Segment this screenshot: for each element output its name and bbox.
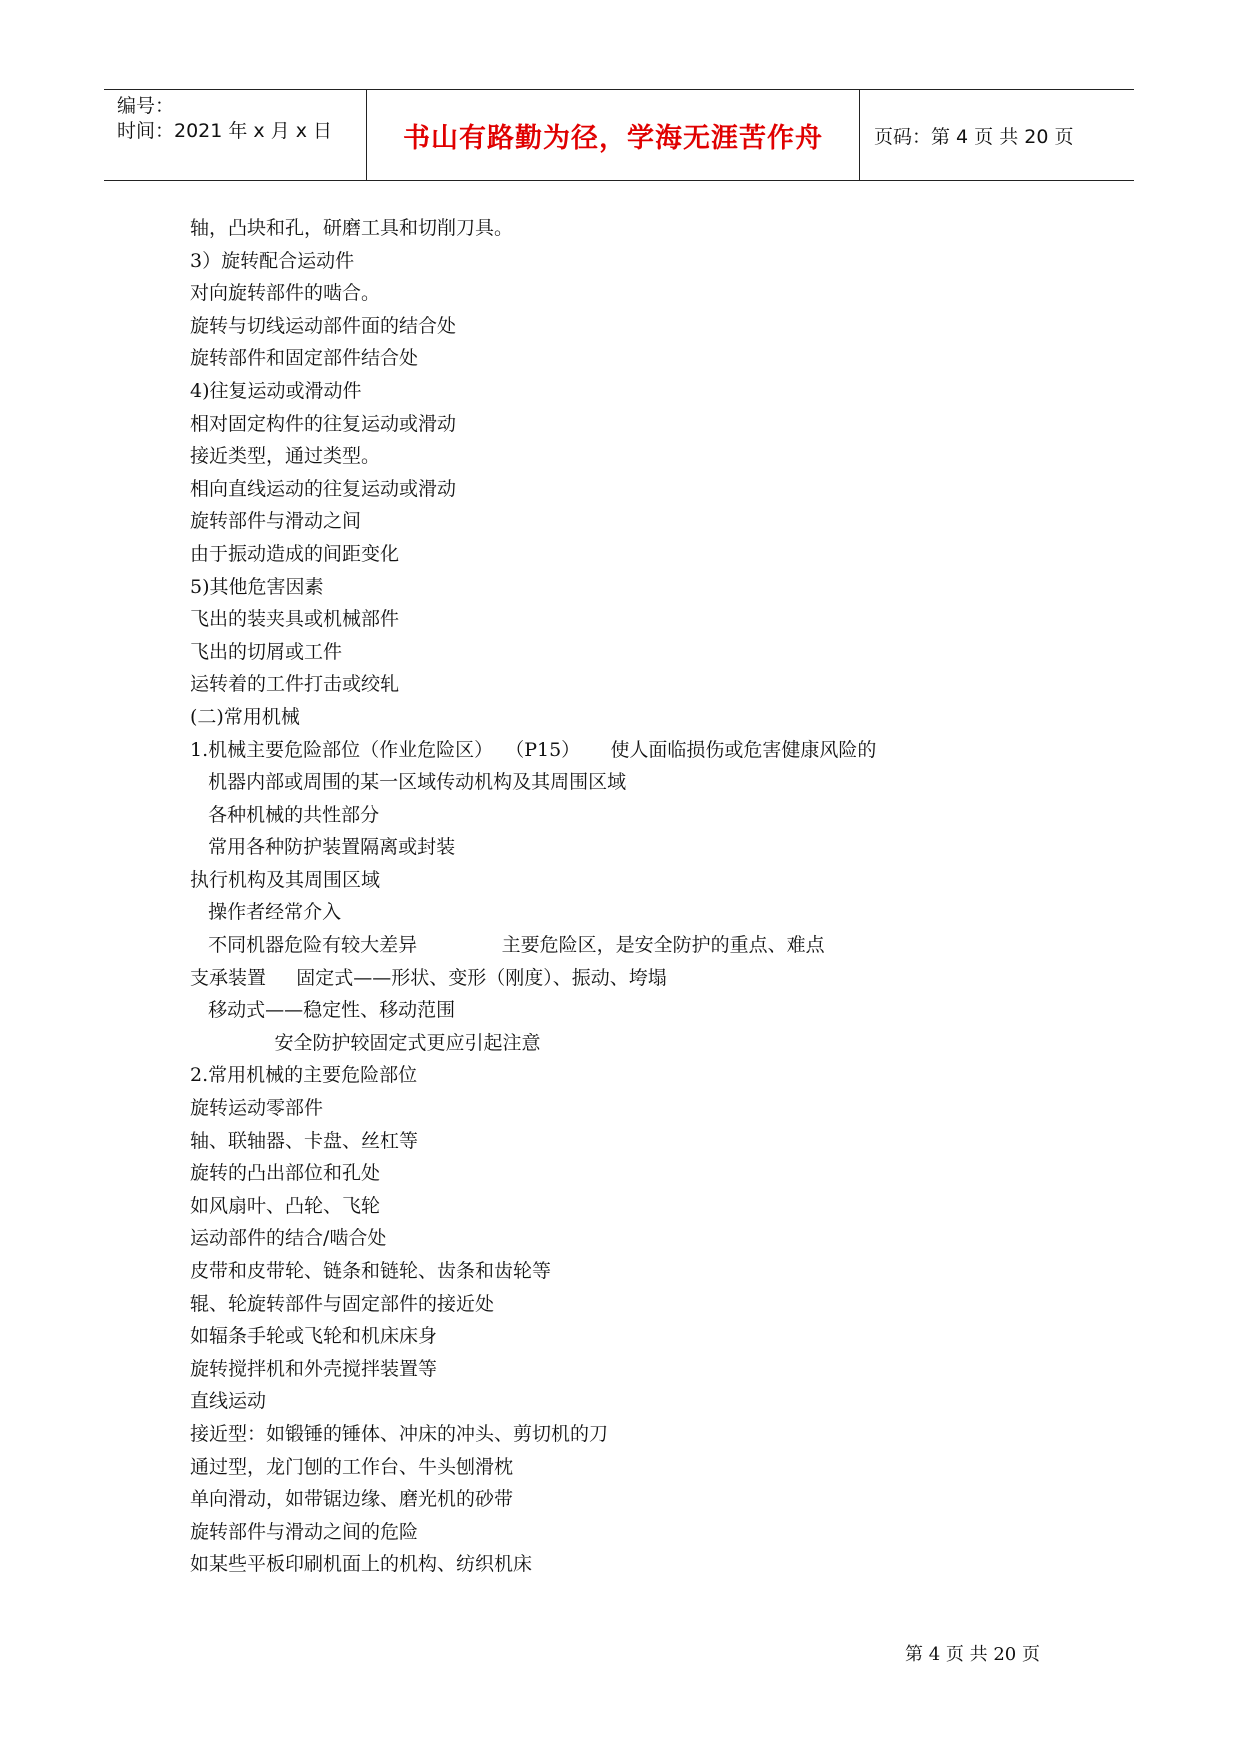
body-line: 5)其他危害因素 [190, 575, 324, 598]
body-line: 移动式——稳定性、移动范围 [190, 999, 456, 1022]
body-line: 执行机构及其周围区域 [190, 868, 381, 891]
body-line: 不同机器危险有较大差异 主要危险区，是安全防护的重点、难点 [190, 934, 825, 957]
body-line: 旋转与切线运动部件面的结合处 [190, 314, 457, 337]
document-body [190, 212, 1050, 1581]
body-line: 通过型，龙门刨的工作台、牛头刨滑枕 [190, 1455, 514, 1478]
body-line: 如某些平板印刷机面上的机构、纺织机床 [190, 1553, 533, 1576]
body-line: 1.机械主要危险部位（作业危险区） （P15） 使人面临损伤或危害健康风险的 [190, 738, 877, 761]
body-line: 常用各种防护装置隔离或封装 [190, 836, 456, 859]
body-line: 旋转的凸出部位和孔处 [190, 1162, 381, 1185]
body-line: 4)往复运动或滑动件 [190, 379, 362, 402]
body-line: 旋转搅拌机和外壳搅拌装置等 [190, 1357, 438, 1380]
body-line: 如辐条手轮或飞轮和机床床身 [190, 1325, 438, 1348]
body-line: 相向直线运动的往复运动或滑动 [190, 477, 457, 500]
body-line: 旋转运动零部件 [190, 1097, 324, 1120]
body-line: 旋转部件与滑动之间 [190, 510, 362, 533]
body-line: 运转着的工件打击或绞轧 [190, 673, 400, 696]
body-line: 飞出的切屑或工件 [190, 640, 343, 663]
body-line: 旋转部件与滑动之间的危险 [190, 1520, 419, 1543]
body-line: 对向旋转部件的啮合。 [190, 282, 381, 305]
body-line: 旋转部件和固定部件结合处 [190, 347, 419, 370]
document-time-label: 时间：2021 年 x 月 x 日 [117, 120, 333, 142]
body-line: 安全防护较固定式更应引起注意 [190, 1031, 541, 1054]
body-line: 单向滑动，如带锯边缘、磨光机的砂带 [190, 1488, 514, 1511]
body-line: 皮带和皮带轮、链条和链轮、齿条和齿轮等 [190, 1260, 552, 1282]
body-line: 相对固定构件的往复运动或滑动 [190, 412, 457, 435]
body-line: (二)常用机械 [190, 705, 300, 728]
body-line: 接近型：如锻锤的锤体、冲床的冲头、剪切机的刀 [190, 1422, 609, 1445]
body-line: 操作者经常介入 [190, 901, 342, 924]
page-header [104, 89, 1134, 181]
body-line: 支承装置 固定式——形状、变形（刚度）、振动、垮塌 [190, 966, 667, 989]
body-line: 轴、联轴器、卡盘、丝杠等 [190, 1129, 419, 1152]
body-line: 飞出的装夹具或机械部件 [190, 608, 400, 631]
body-line: 机器内部或周围的某一区域传动机构及其周围区域 [190, 771, 627, 794]
body-line: 2.常用机械的主要危险部位 [190, 1064, 418, 1087]
body-line: 直线运动 [190, 1390, 267, 1413]
body-line: 3）旋转配合运动件 [190, 249, 355, 272]
body-line: 如风扇叶、凸轮、飞轮 [190, 1194, 381, 1217]
header-page-number: 页码：第 4 页 共 20 页 [874, 125, 1074, 148]
header-meta-cell [104, 90, 367, 180]
document-number-label: 编号： [117, 95, 175, 117]
header-motto: 书山有路勤为径，学海无涯苦作舟 [367, 90, 860, 180]
body-line: 由于振动造成的间距变化 [190, 542, 400, 565]
body-line: 轴，凸块和孔，研磨工具和切削刀具。 [190, 217, 514, 239]
page-footer: 第 4 页 共 20 页 [905, 1644, 1040, 1665]
body-line: 各种机械的共性部分 [190, 803, 380, 826]
body-line: 接近类型，通过类型。 [190, 445, 381, 468]
body-line: 运动部件的结合/啮合处 [190, 1227, 387, 1250]
body-line: 辊、轮旋转部件与固定部件的接近处 [190, 1292, 495, 1315]
